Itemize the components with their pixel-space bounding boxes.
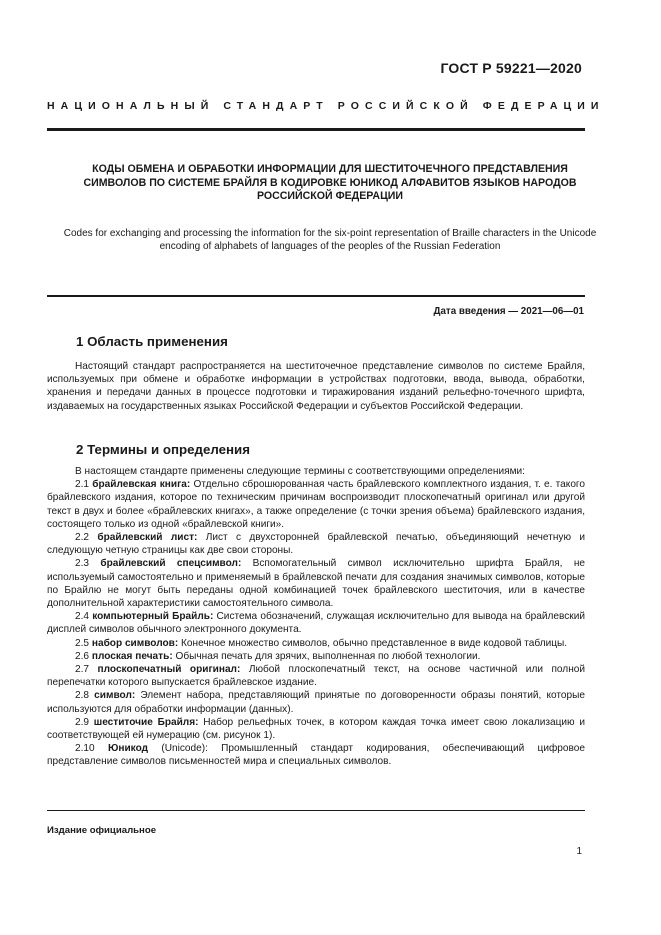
definition-text: Обычная печать для зрячих, выполненная по любой технологии. <box>175 650 481 662</box>
definition-text: Любой плоскопечатный текст, на основе частичной или полной перепечатки которого выпускается брайлевское издание. <box>47 664 586 689</box>
definition-term: символ: <box>94 690 136 702</box>
definition-item <box>47 557 585 610</box>
definition-number: 2.8 <box>75 690 90 702</box>
definition-item <box>47 610 585 636</box>
definition-term: шеститочие Брайля: <box>93 716 199 728</box>
definition-item <box>47 663 585 689</box>
page-number: 1 <box>576 846 582 857</box>
title-ru-line: КОДЫ ОБМЕНА И ОБРАБОТКИ ИНФОРМАЦИИ ДЛЯ ШЕСТИТОЧЕЧНОГО ПРЕДСТАВЛЕНИЯ <box>92 163 568 175</box>
definition-number: 2.6 <box>75 650 90 662</box>
definitions-intro: В настоящем стандарте применены следующие термины с соответствующими определениями: <box>75 466 525 477</box>
definition-term: компьютерный Брайль: <box>92 611 214 623</box>
title-ru-line: РОССИЙСКОЙ ФЕДЕРАЦИИ <box>256 190 404 202</box>
definition-text: (Unicode): Промышленный стандарт кодирования, обеспечивающий цифровое представление символов письменностей мира и специальных символов. <box>47 743 585 768</box>
title-russian <box>47 163 613 204</box>
definition-text: Отдельно сброшюрованная часть брайлевского комплектного издания, т. е. такого брайлевского издания, которое по техническим причинам воспроизводит плоскопечатный оригинал или другой текст в двух и более «брайлевских книгах», а также определение (с точки зрения объема) брайлевского издания, состоящего только из одной «брайлевской книги». <box>47 479 586 530</box>
definitions-list <box>47 465 585 769</box>
footer-divider <box>47 810 585 811</box>
definition-text: Набор рельефных точек, в котором каждая точка имеет свою локализацию и соответствующей ей нумерацию (см. рисунок 1). <box>47 716 585 742</box>
definition-item <box>47 742 585 768</box>
definition-term: брайлевский лист: <box>97 532 198 544</box>
definition-number: 2.3 <box>75 558 90 570</box>
definition-term: Юникод <box>107 743 149 755</box>
section-1-heading: 1 Область применения <box>76 334 228 349</box>
definition-term: плоскопечатный оригинал: <box>97 664 241 676</box>
definition-text: Вспомогательный символ исключительно шрифта Брайля, не используемый самостоятельно и применяемый в брайлевской печати для создания значимых символов, которые по Брайлю не могут быть переданы одной комбинацией точек брайлевского шеститочия, или в качестве дополнительной характеристики самостоятельного символа. <box>47 558 586 610</box>
definition-term: плоская печать: <box>91 650 173 662</box>
definition-term: набор символов: <box>91 637 179 649</box>
definition-text: Система обозначений, служащая исключительно для вывода на брайлевский дисплей символов обычного электронного документа. <box>47 611 585 636</box>
definition-number: 2.1 <box>75 479 90 491</box>
gost-number: ГОСТ Р 59221—2020 <box>440 60 582 76</box>
definition-number: 2.10 <box>75 743 95 755</box>
definition-item <box>47 689 585 715</box>
title-en-line: encoding of alphabets of languages of the peoples of the Russian Federation <box>159 240 501 252</box>
title-en-line: Codes for exchanging and processing the information for the six-point representation of Braille characters in the Unicode <box>63 228 597 239</box>
definition-number: 2.5 <box>75 637 90 649</box>
definition-number: 2.4 <box>75 611 90 623</box>
title-divider <box>47 295 585 297</box>
introduction-date: Дата введения — 2021—06—01 <box>433 306 584 317</box>
definition-number: 2.7 <box>75 664 90 676</box>
definition-item <box>47 716 585 742</box>
definition-term: брайлевский спецсимвол: <box>100 558 242 570</box>
section-2-heading: 2 Термины и определения <box>76 442 250 457</box>
definition-number: 2.9 <box>75 716 90 728</box>
definition-term: брайлевская книга: <box>92 479 191 491</box>
national-standard-heading: НАЦИОНАЛЬНЫЙ СТАНДАРТ РОССИЙСКОЙ ФЕДЕРАЦИИ <box>47 100 605 112</box>
edition-label: Издание официальное <box>47 825 157 836</box>
section-1-text: Настоящий стандарт распространяется на шеститочечное представление символов по системе Брайля, используемых при обмене и обработке информации в устройствах подготовки, ввода, вывода, обработки, хранения и передачи данных в процессе подготовки и тиражирования изданий рельефно-точечного шрифта, издаваемых на государственных языках Российской Федерации и субъектов Российской Федерации. <box>47 361 585 412</box>
definition-number: 2.2 <box>75 532 90 544</box>
definition-text: Элемент набора, представляющий принятые по договоренности образы понятий, которые используются для обработки информации (данных). <box>47 690 586 715</box>
definition-text: Конечное множество символов, обычно представленное в виде кодовой таблицы. <box>181 637 568 649</box>
definition-item <box>47 478 585 531</box>
header-divider <box>47 128 585 131</box>
title-ru-line: СИМВОЛОВ ПО СИСТЕМЕ БРАЙЛЯ В КОДИРОВКЕ ЮНИКОД АЛФАВИТОВ ЯЗЫКОВ НАРОДОВ <box>83 176 577 189</box>
definition-item <box>47 637 585 650</box>
definition-item <box>47 650 585 663</box>
title-english <box>47 228 613 253</box>
definition-text: Лист с двухсторонней брайлевской печатью, объединяющий нечетную и следующую четную страницы как две свои стороны. <box>47 532 585 557</box>
definition-item <box>47 531 585 557</box>
